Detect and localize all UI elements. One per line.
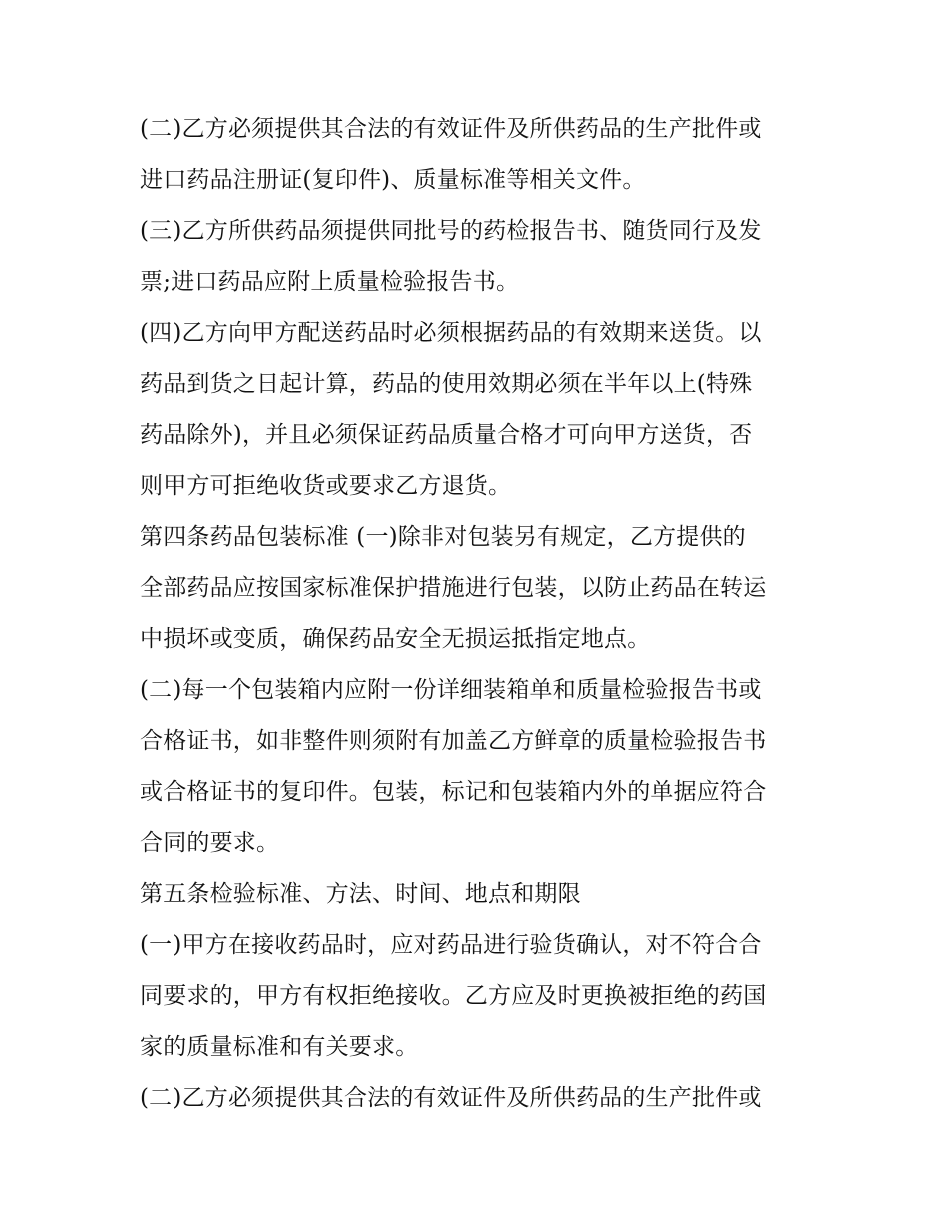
text-line: 合格证书，如非整件则须附有加盖乙方鲜章的质量检验报告书 <box>140 728 767 754</box>
text-line: (三)乙方所供药品须提供同批号的药检报告书、随货同行及发 <box>140 218 762 244</box>
text-line: (二)乙方必须提供其合法的有效证件及所供药品的生产批件或 <box>140 116 762 142</box>
text-line: 或合格证书的复印件。包装，标记和包装箱内外的单据应符合 <box>140 779 767 805</box>
text-line: 同要求的，甲方有权拒绝接收。乙方应及时更换被拒绝的药国 <box>140 983 767 1009</box>
text-line: 药品到货之日起计算，药品的使用效期必须在半年以上(特殊 <box>140 371 753 397</box>
document-body <box>140 104 820 1124</box>
text-line: 则甲方可拒绝收货或要求乙方退货。 <box>140 473 512 499</box>
text-line: 合同的要求。 <box>140 830 280 856</box>
text-line: (二)乙方必须提供其合法的有效证件及所供药品的生产批件或 <box>140 1085 762 1111</box>
text-line: 第四条药品包装标准 (一)除非对包装另有规定，乙方提供的 <box>140 524 746 550</box>
text-line: (二)每一个包装箱内应附一份详细装箱单和质量检验报告书或 <box>140 677 762 703</box>
text-line: 进口药品注册证(复印件)、质量标准等相关文件。 <box>140 167 646 193</box>
text-line: 家的质量标准和有关要求。 <box>140 1034 419 1060</box>
text-line: (四)乙方向甲方配送药品时必须根据药品的有效期来送货。以 <box>140 320 762 346</box>
text-line: 中损坏或变质，确保药品安全无损运抵指定地点。 <box>140 626 651 652</box>
text-line: 第五条检验标准、方法、时间、地点和期限 <box>140 881 581 907</box>
text-line: (一)甲方在接收药品时，应对药品进行验货确认，对不符合合 <box>140 932 762 958</box>
text-line: 票;进口药品应附上质量检验报告书。 <box>140 269 520 295</box>
text-line: 药品除外)，并且必须保证药品质量合格才可向甲方送货，否 <box>140 422 753 448</box>
text-line: 全部药品应按国家标准保护措施进行包装，以防止药品在转运 <box>140 575 767 601</box>
